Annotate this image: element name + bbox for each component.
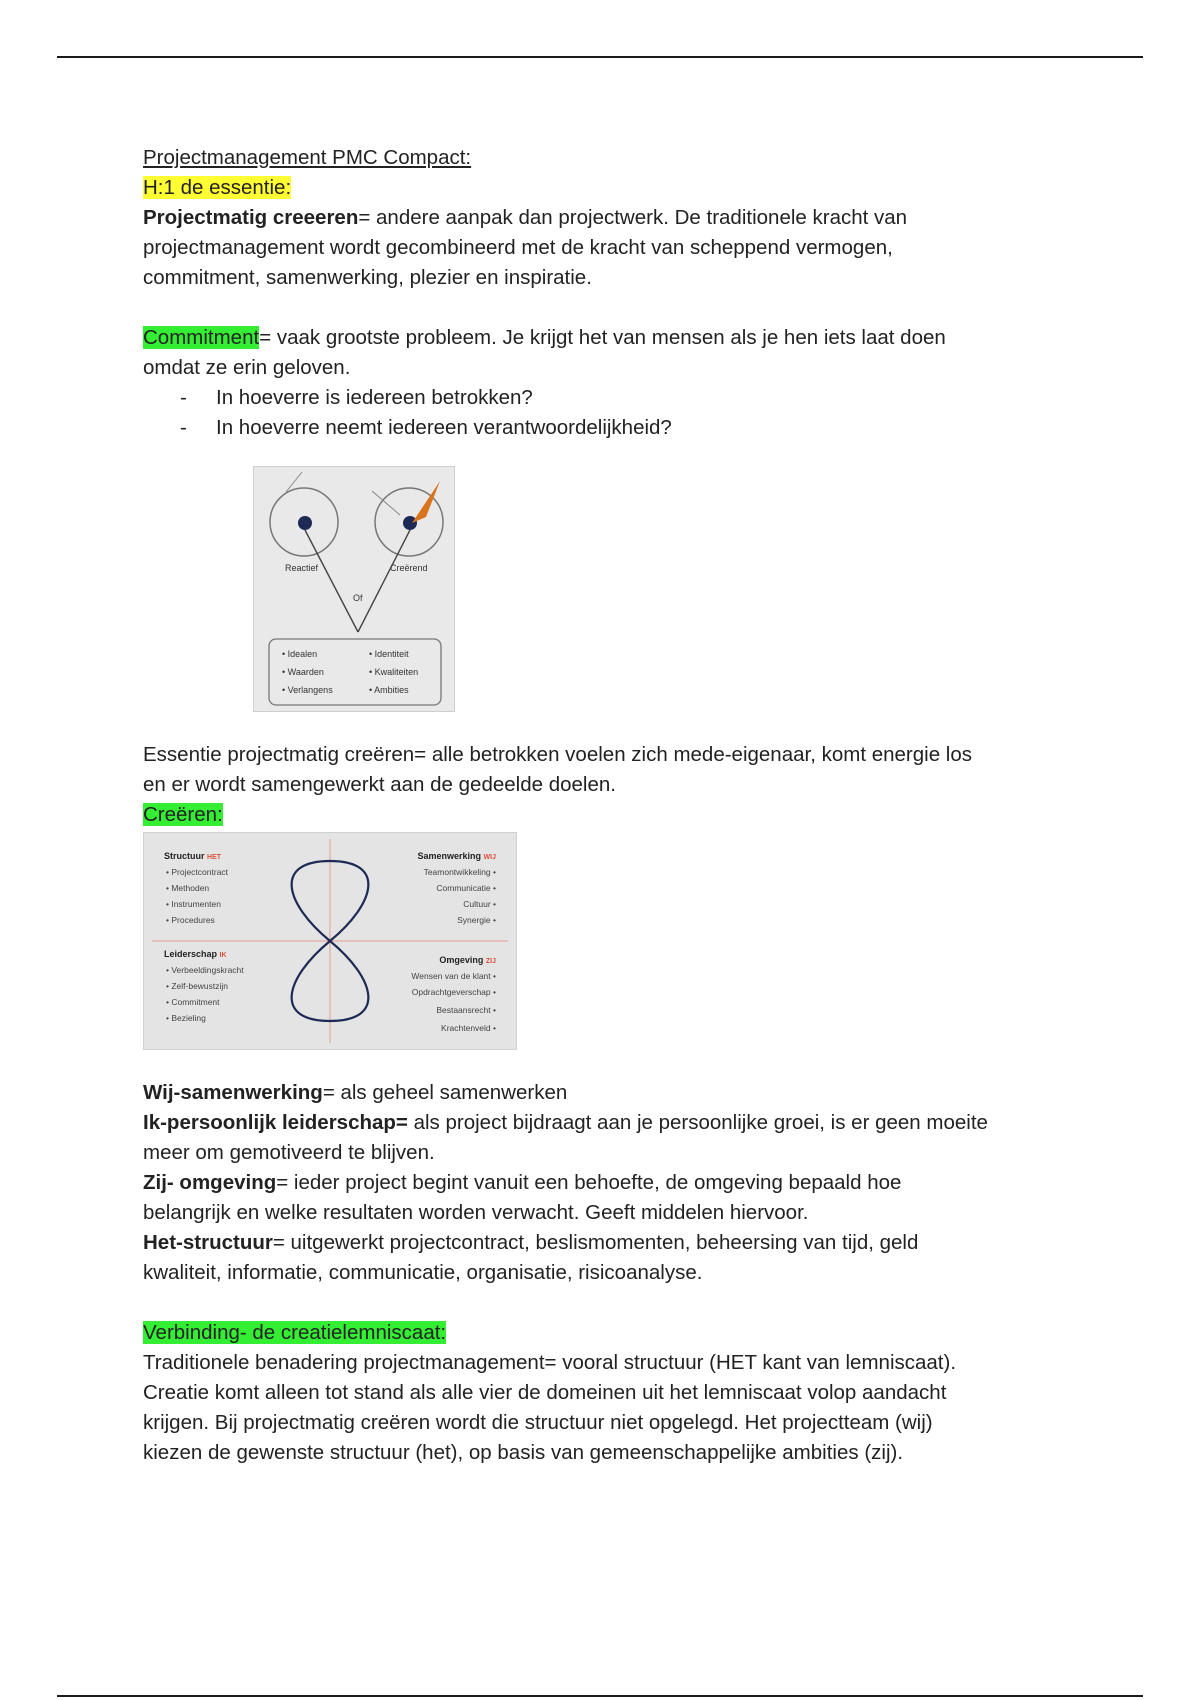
svg-text:Krachtenveld •: Krachtenveld • — [441, 1023, 496, 1033]
svg-text:• Zelf-bewustzijn: • Zelf-bewustzijn — [166, 981, 229, 991]
def-ik: Ik-persoonlijk leiderschap= als project bijdraagt aan je persoonlijke groei, is er geen moeite — [143, 1111, 988, 1134]
svg-text:• Commitment: • Commitment — [166, 997, 220, 1007]
header-rule — [57, 56, 1143, 58]
heading-creeren: Creëren: — [143, 803, 223, 826]
item-identiteit: • Identiteit — [369, 649, 409, 659]
paragraph-projectmatig: Projectmatig creeeren= andere aanpak dan projectwerk. De traditionele kracht van projectmanagement wordt gecombineerd met de kracht van scheppend vermogen, commitment, samenwerking, plezier en inspiratie. — [143, 206, 908, 289]
svg-text:Teamontwikkeling •: Teamontwikkeling • — [423, 867, 496, 877]
q3-title: Leiderschap IK — [164, 949, 227, 959]
svg-text:• Bezieling: • Bezieling — [166, 1013, 206, 1023]
svg-text:Communicatie •: Communicatie • — [436, 883, 496, 893]
item-waarden: • Waarden — [282, 667, 324, 677]
q1-title: Structuur HET — [164, 851, 222, 861]
paragraph-traditionele: Traditionele benadering projectmanagement= vooral structuur (HET kant van lemniscaat). Creatie komt alleen tot stand als alle vier de domeinen uit het lemniscaat volop aandacht krijgen. Bij projectmatig creëren wordt die structuur niet opgelegd. Het projectteam (wij) kiezen de gewenste structuur (het), op basis van gemeenschappelijke ambities (zij). — [143, 1351, 957, 1464]
doc-title: Projectmanagement PMC Compact: — [143, 146, 472, 169]
svg-text:Bestaansrecht •: Bestaansrecht • — [436, 1005, 496, 1015]
document-body — [143, 143, 1073, 1468]
chapter-heading: H:1 de essentie: — [143, 176, 292, 199]
creerend-dot — [403, 516, 417, 530]
svg-text:• Verbeeldingskracht: • Verbeeldingskracht — [166, 965, 244, 975]
svg-text:Wensen van de klant •: Wensen van de klant • — [411, 971, 496, 981]
footer-rule — [57, 1695, 1143, 1697]
svg-text:• Instrumenten: • Instrumenten — [166, 899, 221, 909]
reactief-dot — [298, 516, 312, 530]
def-zij: Zij- omgeving= ieder project begint vanuit een behoefte, de omgeving bepaald hoe — [143, 1171, 902, 1194]
paragraph-commitment: Commitment= vaak grootste probleem. Je krijgt het van mensen als je hen iets laat doen omdat ze erin geloven. - In hoeverre is iedereen betrokken? - In hoeverre neemt iedereen verantwoordelijkheid? — [143, 323, 1073, 443]
label-of: Of — [353, 593, 363, 603]
svg-text:Opdrachtgeverschap •: Opdrachtgeverschap • — [411, 987, 496, 997]
svg-text:• Methoden: • Methoden — [166, 883, 210, 893]
q4-title: Omgeving ZIJ — [439, 955, 496, 965]
label-creerend: Creërend — [390, 563, 428, 573]
svg-text:Cultuur •: Cultuur • — [463, 899, 496, 909]
term-commitment: Commitment — [143, 326, 260, 349]
svg-text:Synergie •: Synergie • — [457, 915, 496, 925]
item-idealen: • Idealen — [282, 649, 318, 659]
item-ambities: • Ambities — [369, 685, 409, 695]
label-reactief: Reactief — [285, 563, 319, 573]
figure-lemniscaat — [143, 832, 517, 1050]
term-projectmatig: Projectmatig creeeren — [143, 206, 359, 229]
def-wij: Wij-samenwerking= als geheel samenwerken — [143, 1081, 568, 1104]
definitions: Wij-samenwerking= als geheel samenwerken Ik-persoonlijk leiderschap= als project bijdraagt aan je persoonlijke groei, is er geen moeite meer om gemotiveerd te blijven. Zij- omgeving= ieder project begint vanuit een behoefte, de omgeving bepaald hoe belangrijk en welke resultaten worden verwacht. Geeft middelen hiervoor. Het-structuur= uitgewerkt projectcontract, beslismomenten, beheersing van tijd, geld kwaliteit, informatie, communicatie, organisatie, risicoanalyse. — [143, 1078, 1073, 1288]
item-kwaliteiten: • Kwaliteiten — [369, 667, 419, 677]
paragraph-essentie: Essentie projectmatig creëren= alle betrokken voelen zich mede-eigenaar, komt energie los en er wordt samengewerkt aan de gedeelde doelen. — [143, 743, 972, 796]
item-verlangens: • Verlangens — [282, 685, 333, 695]
def-het: Het-structuur= uitgewerkt projectcontract, beslismomenten, beheersing van tijd, geld — [143, 1231, 919, 1254]
figure-reactief-creerend — [253, 466, 455, 712]
list-item: - In hoeverre is iedereen betrokken? — [180, 386, 533, 409]
q2-title: Samenwerking WIJ — [417, 851, 496, 861]
heading-verbinding: Verbinding- de creatielemniscaat: — [143, 1321, 447, 1344]
svg-text:• Projectcontract: • Projectcontract — [166, 867, 229, 877]
list-item: - In hoeverre neemt iedereen verantwoordelijkheid? — [180, 416, 672, 439]
svg-text:• Procedures: • Procedures — [166, 915, 215, 925]
